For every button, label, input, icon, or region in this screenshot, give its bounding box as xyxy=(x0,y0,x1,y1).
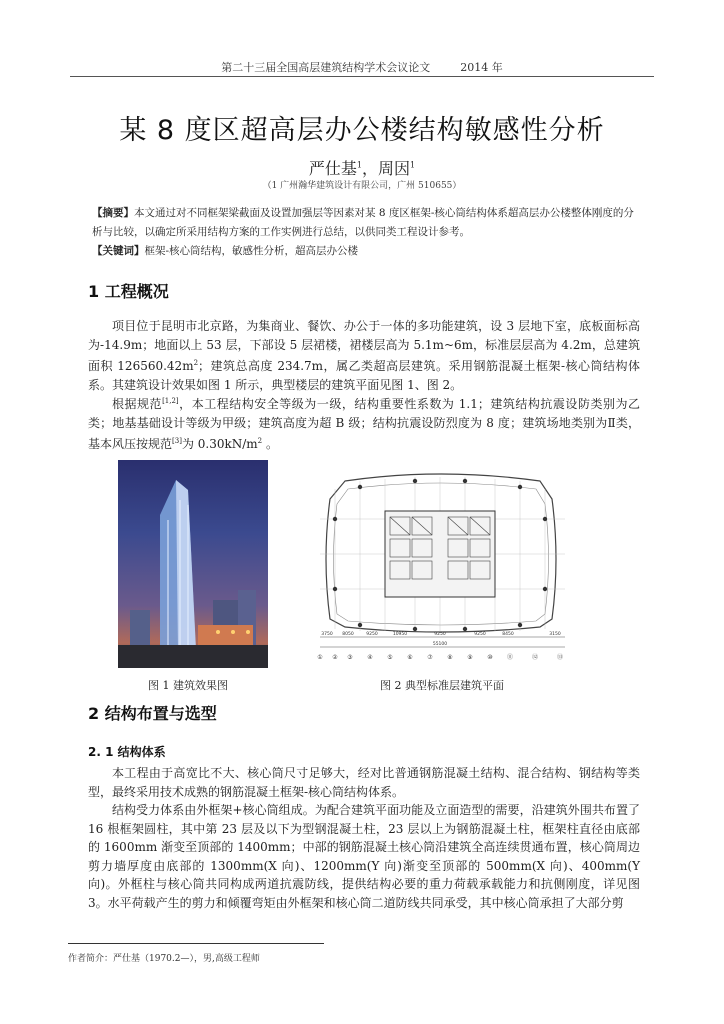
dim-label: 9250 xyxy=(366,632,378,637)
dim-label: 3750 xyxy=(321,632,333,637)
keywords xyxy=(92,242,644,261)
axis-marker: ① xyxy=(317,654,323,661)
dim-label: 9250 xyxy=(474,632,486,637)
axis-marker: ② xyxy=(332,654,338,661)
floor-plan-svg xyxy=(290,459,590,669)
axis-marker: ⑤ xyxy=(387,654,393,661)
section-1-paragraph-2 xyxy=(88,392,640,454)
figure-2-caption: 图 2 典型标准层建筑平面 xyxy=(380,679,504,692)
para-text: 。 xyxy=(262,437,278,451)
section-2-paragraph-2: 结构受力体系由外框架+核心筒组成。为配合建筑平面功能及立面造型的需要，沿建筑外围共布置了 16 根框架圆柱，其中第 23 层及以下为型钢混凝土柱，23 层以上为钢筋混凝土柱，框架柱直径由底部的 1600mm 渐变至顶部的 1400mm；中部的钢筋混凝土核心筒沿建筑全高连续贯通布置，核心筒周边剪力墙厚度由底部的 1300mm(X 向)、1200mm(Y 向)渐变至顶部的 500mm(X 向)、400mm(Y 向)。外框柱与核心筒共同构成两道抗震防线，提供结构必要的重力荷载承载能力和抗侧刚度，详见图 3。水平荷载产生的剪力和倾覆弯矩由外框架和核心筒二道防线共同承受，其中核心筒承担了大部分剪 xyxy=(88,803,640,910)
author-name: 严仕基 xyxy=(308,159,357,178)
axis-marker: ⑫ xyxy=(531,654,539,661)
dim-label: 8050 xyxy=(342,632,354,637)
header-year: 2014 年 xyxy=(460,61,503,74)
building-rendering-image xyxy=(118,460,268,668)
author-separator: ， xyxy=(361,159,378,178)
axis-marker: ④ xyxy=(367,654,373,661)
axis-marker: ⑨ xyxy=(467,654,473,661)
para-text: 项目位于昆明市北京路，为集商业、餐饮、办公于一体的多功能建筑，设 3 层地下室，底板面标高为-14.9m；地面以上 53 层，下部设 5 层裙楼，裙楼层高为 5.1m~6m，标准层层高为 4.2m，总建筑面积 126560.42m xyxy=(88,319,640,373)
dim-label: 3150 xyxy=(549,632,561,637)
axis-marker: ⑬ xyxy=(556,654,564,661)
paper-title: 某 8 度区超高层办公楼结构敏感性分析 xyxy=(119,115,605,146)
author-line xyxy=(0,156,724,179)
building-rendering-svg xyxy=(118,460,268,668)
dim-total: 55100 xyxy=(432,642,448,647)
affiliation: （1 广州瀚华建筑设计有限公司，广州 510655） xyxy=(262,181,462,191)
header-rule xyxy=(70,76,654,77)
dim-label: 10950 xyxy=(392,632,408,637)
author-affil-mark: 1 xyxy=(356,160,362,170)
axis-marker: ⑦ xyxy=(427,654,433,661)
running-header xyxy=(0,59,724,75)
author-name: 周因 xyxy=(378,159,411,178)
author-footnote: 作者简介：严仕基（1970.2—），男,高级工程师 xyxy=(68,954,260,964)
para-text: ；建筑总高度 234.7m，属乙类超高层建筑。采用钢筋混凝土框架-核心筒结构体系。其建筑设计效果如图 1 所示，典型楼层的建筑平面见图 1、图 2。 xyxy=(88,359,640,392)
citation-mark: [3] xyxy=(172,437,182,445)
dim-label: 9250 xyxy=(434,632,446,637)
header-journal: 第二十三届全国高层建筑结构学术会议论文 xyxy=(221,61,431,74)
author-affil-mark: 1 xyxy=(410,160,416,170)
typical-floor-plan-drawing xyxy=(290,459,590,669)
citation-mark: [1,2] xyxy=(162,397,179,405)
superscript: 2 xyxy=(193,359,199,367)
figure-1-caption: 图 1 建筑效果图 xyxy=(148,679,228,692)
section-2-heading: 2 结构布置与选型 xyxy=(88,704,217,723)
section-2-paragraph-1: 本工程由于高宽比不大、核心筒尺寸足够大，经对比普通钢筋混凝土结构、混合结构、钢结构等类型，最终采用技术成熟的钢筋混凝土框架-核心筒结构体系。 xyxy=(88,766,640,799)
footnote-rule xyxy=(68,943,324,944)
dim-label: 8450 xyxy=(502,632,514,637)
para-text: 为 0.30kN/m xyxy=(181,437,258,451)
abstract-block xyxy=(92,204,644,261)
axis-marker: ⑧ xyxy=(447,654,453,661)
abstract-text: 本文通过对不同框架梁截面及设置加强层等因素对某 8 度区框架-核心筒结构体系超高层办公楼整体刚度的分析与比较，以确定所采用结构方案的工作实例进行总结，以供同类工程设计参考。 xyxy=(92,207,634,238)
keywords-text: 框架-核心筒结构，敏感性分析，超高层办公楼 xyxy=(144,245,359,257)
axis-marker: ⑩ xyxy=(487,654,493,661)
para-text: ，本工程结构安全等级为一级，结构重要性系数为 1.1；建筑结构抗震设防类别为乙类；地基基础设计等级为甲级；建筑高度为超 B 级；结构抗震设防烈度为 8 度；建筑场地类别为Ⅱ类，基本风压按规范 xyxy=(88,397,640,451)
abstract-label: 【摘要】 xyxy=(92,207,134,219)
axis-marker: ⑥ xyxy=(407,654,413,661)
abstract xyxy=(92,204,644,242)
axis-marker: ③ xyxy=(347,654,353,661)
axis-marker: ⑪ xyxy=(506,654,514,661)
section-1-heading: 1 工程概况 xyxy=(88,282,169,301)
section-1-paragraph-1 xyxy=(88,317,640,394)
subsection-2-1-heading: 2. 1 结构体系 xyxy=(88,745,166,759)
superscript: 2 xyxy=(257,437,263,445)
keywords-label: 【关键词】 xyxy=(92,245,145,257)
para-text: 根据规范 xyxy=(112,397,163,411)
